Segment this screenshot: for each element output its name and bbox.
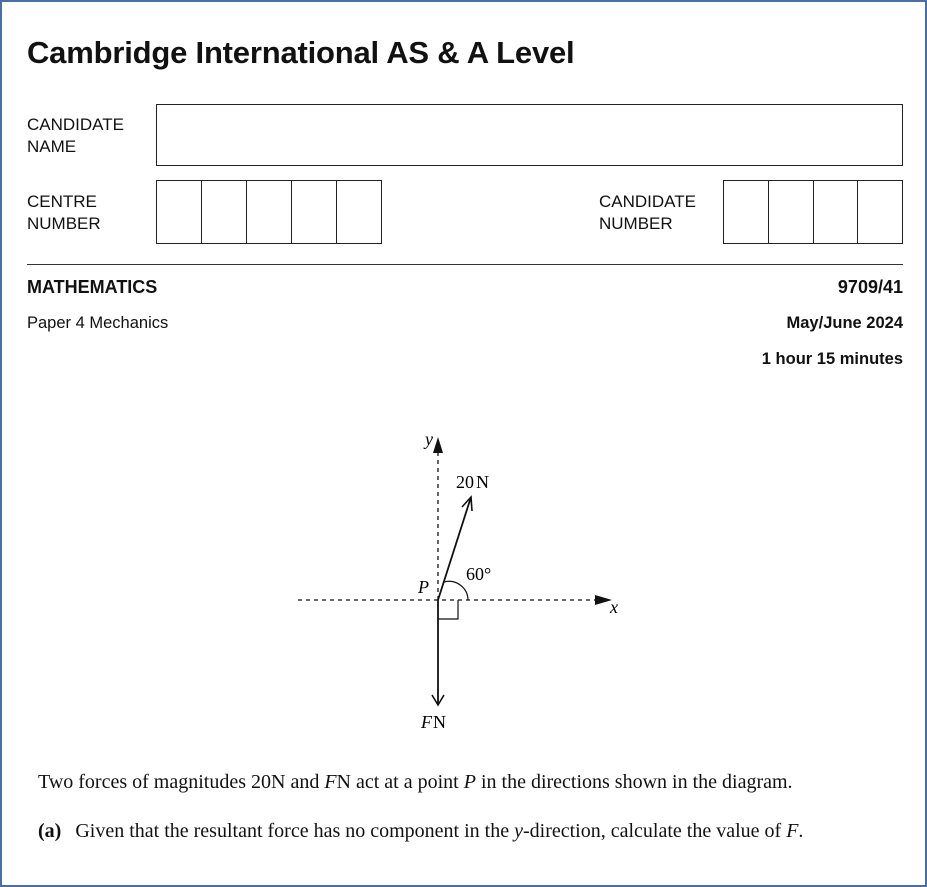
question-part-a bbox=[38, 820, 803, 843]
question-part-text: . bbox=[798, 820, 804, 842]
force-diagram bbox=[290, 425, 630, 740]
y-axis-label: y bbox=[425, 429, 433, 449]
force-20n-label bbox=[456, 472, 489, 492]
question-stem-part: N and bbox=[271, 771, 325, 793]
paper-code: 9709/41 bbox=[837, 277, 903, 297]
centre-number-label-line1: CENTRE bbox=[27, 192, 97, 211]
force-f-symbol: F bbox=[421, 712, 432, 732]
right-angle-marker bbox=[438, 600, 458, 619]
question-stem-part: Two forces of magnitudes 20 bbox=[38, 771, 271, 793]
question-stem-part: N act at a point bbox=[336, 771, 464, 793]
candidate-number-label bbox=[599, 191, 696, 235]
force-f-label bbox=[420, 712, 446, 732]
candidate-name-label bbox=[27, 114, 124, 158]
force-20n-value: 20 bbox=[456, 472, 474, 492]
y-axis-arrowhead bbox=[433, 437, 443, 453]
subject-title: MATHEMATICS bbox=[27, 277, 158, 297]
exam-duration: 1 hour 15 minutes bbox=[761, 350, 903, 368]
centre-number-digit-box[interactable] bbox=[247, 181, 292, 243]
centre-number-digit-box[interactable] bbox=[157, 181, 202, 243]
paper-name: Paper 4 Mechanics bbox=[27, 314, 169, 332]
candidate-number-digit-box[interactable] bbox=[724, 181, 769, 243]
question-stem bbox=[38, 771, 793, 794]
centre-number-digit-box[interactable] bbox=[292, 181, 337, 243]
candidate-name-label-line1: CANDIDATE bbox=[27, 115, 124, 134]
force-f-unit: N bbox=[433, 712, 446, 732]
candidate-number-label-line2: NUMBER bbox=[599, 214, 673, 233]
candidate-name-label-line2: NAME bbox=[27, 137, 77, 156]
centre-number-digit-box[interactable] bbox=[202, 181, 247, 243]
candidate-number-label-line1: CANDIDATE bbox=[599, 192, 696, 211]
candidate-name-field[interactable] bbox=[156, 104, 903, 166]
centre-number-label-line2: NUMBER bbox=[27, 214, 101, 233]
page-title: Cambridge International AS & A Level bbox=[27, 35, 575, 70]
candidate-number-digit-box[interactable] bbox=[858, 181, 902, 243]
question-stem-part: in the directions shown in the diagram. bbox=[475, 771, 793, 793]
exam-session: May/June 2024 bbox=[786, 314, 903, 332]
candidate-number-digit-box[interactable] bbox=[769, 181, 814, 243]
centre-number-boxes bbox=[156, 180, 382, 244]
question-part-symbol-f: F bbox=[786, 820, 799, 842]
centre-number-label bbox=[27, 191, 101, 235]
question-part-text: Given that the resultant force has no component in the bbox=[75, 820, 515, 842]
point-label: P bbox=[418, 577, 429, 597]
x-axis-label: x bbox=[610, 597, 618, 617]
force-20n-line bbox=[438, 497, 471, 600]
centre-number-digit-box[interactable] bbox=[337, 181, 381, 243]
angle-label: 60° bbox=[466, 564, 492, 584]
question-stem-symbol-f: F bbox=[324, 771, 337, 793]
question-part-text: -direction, calculate the value of bbox=[522, 820, 787, 842]
candidate-number-digit-box[interactable] bbox=[814, 181, 859, 243]
force-20n-unit: N bbox=[476, 472, 489, 492]
angle-arc bbox=[444, 581, 468, 600]
header-divider bbox=[27, 264, 903, 265]
question-part-symbol-y: y bbox=[514, 820, 523, 842]
candidate-number-boxes bbox=[723, 180, 903, 244]
question-stem-symbol-p: P bbox=[463, 771, 476, 793]
question-part-label: (a) bbox=[38, 820, 62, 842]
